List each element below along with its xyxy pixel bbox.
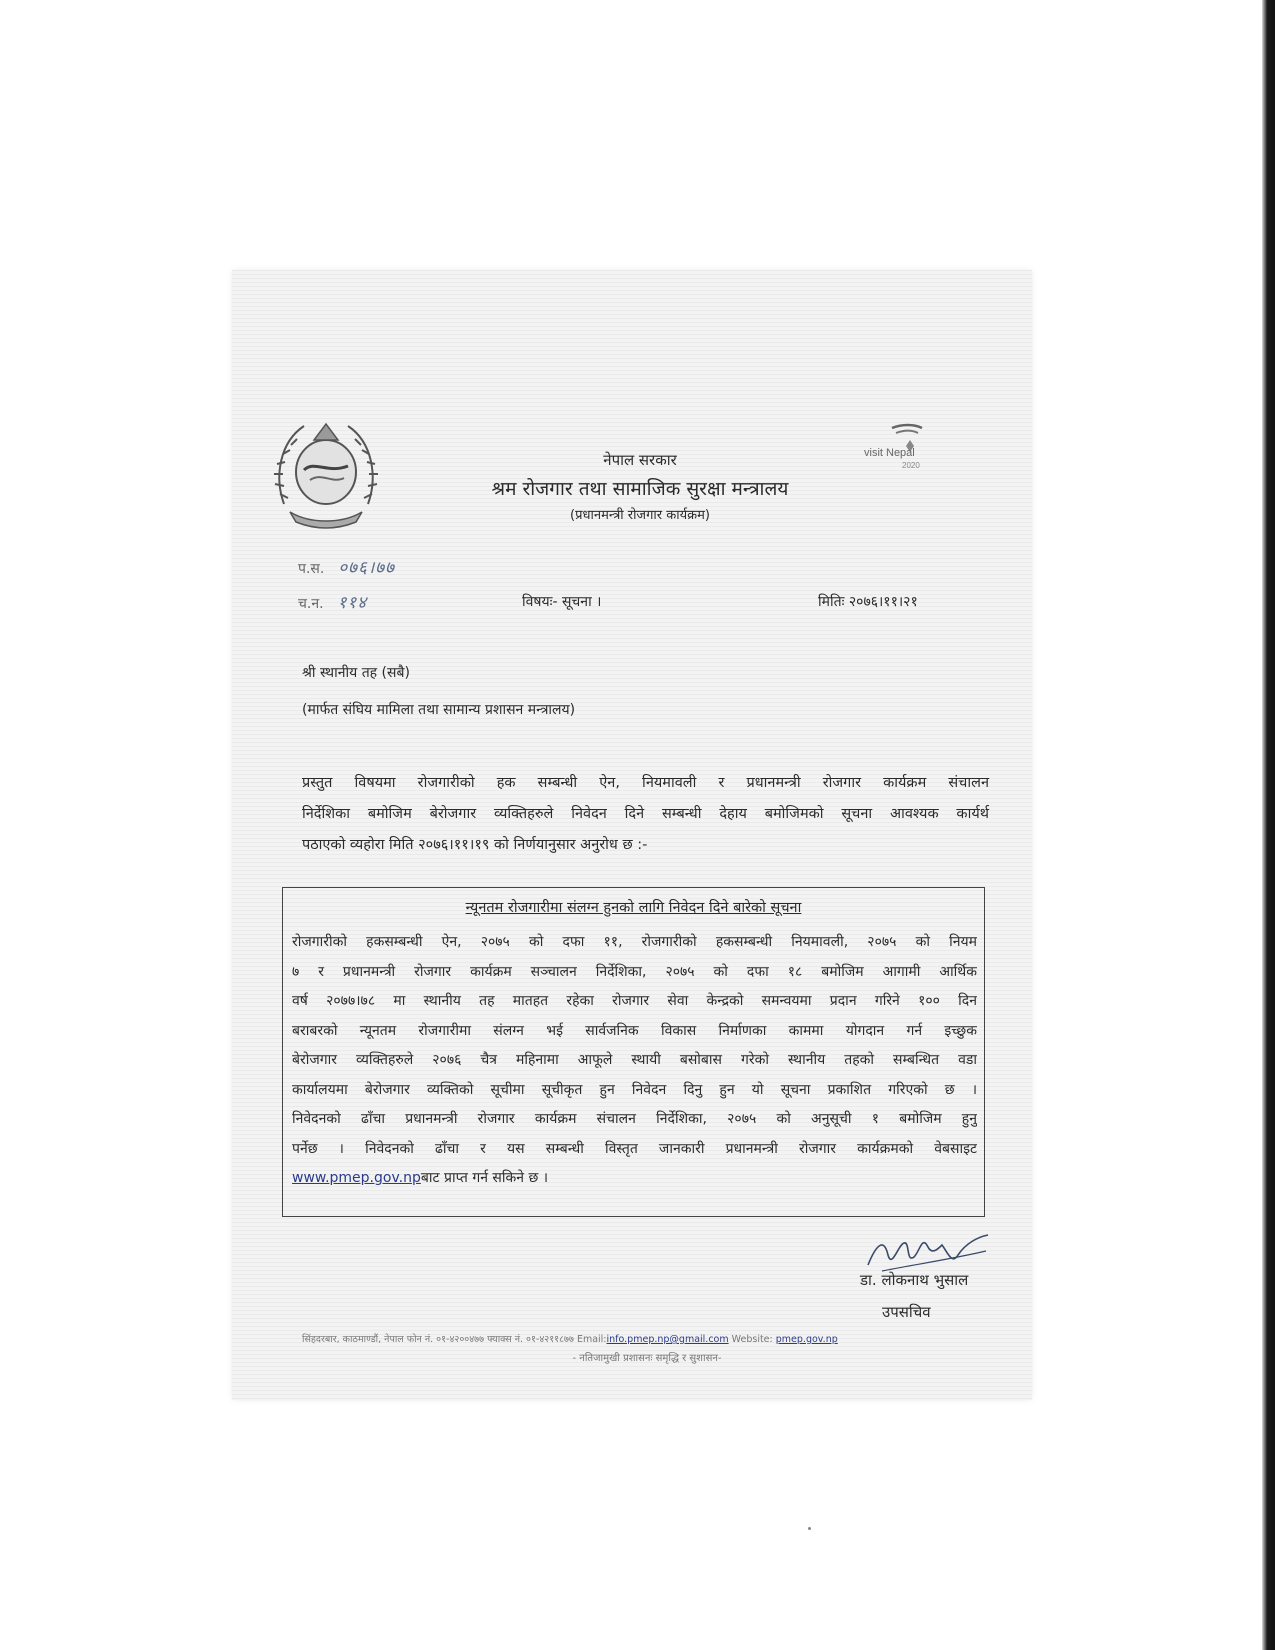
notice-line-4: बराबरको न्यूनतम रोजगारीमा संलग्न भई सार्वजनिक विकास निर्माणका काममा योगदान गर्न इच्छुक [292, 1022, 977, 1039]
visit-nepal-logo [862, 420, 962, 486]
intro-paragraph [302, 768, 989, 861]
signatory-name: डा. लोकनाथ भुसाल [860, 1271, 969, 1289]
patra-label: प.स. [298, 561, 325, 577]
patra-sankhya [298, 555, 395, 578]
recipient-line-2: (मार्फत संघिय मामिला तथा सामान्य प्रशासन मन्त्रालय) [302, 702, 576, 718]
notice-line-9-text: बाट प्राप्त गर्न सकिने छ । [420, 1170, 549, 1186]
visit-nepal-year: 2020 [902, 461, 920, 470]
notice-line-6: कार्यालयमा बेरोजगार व्यक्तिको सूचीमा सूचीकृत हुन निवेदन दिनु हुन यो सूचना प्रकाशित गरिएको छ । [292, 1081, 977, 1098]
footer-website-link[interactable]: pmep.gov.np [775, 1334, 838, 1345]
nepal-emblem-icon [270, 412, 382, 532]
notice-line-9 [292, 1164, 977, 1194]
notice-line-1: रोजगारीको हकसम्बन्धी ऐन, २०७५ को दफा ११, रोजगारीको हकसम्बन्धी नियमावली, २०७५ को नियम [292, 934, 977, 950]
footer-email-link[interactable]: info.pmep.np@gmail.com [606, 1334, 729, 1345]
scan-page-edge [1262, 0, 1275, 1650]
notice-body [292, 928, 977, 1194]
notice-title: न्यूनतम रोजगारीमा संलग्न हुनको लागि निवेदन दिने बारेको सूचना [465, 900, 802, 916]
footer-website-label: Website: [731, 1334, 773, 1345]
chalani-value: ११४ [337, 593, 368, 613]
notice-line-3: वर्ष २०७७।७८ मा स्थानीय तह मातहत रहेका रोजगार सेवा केन्द्रको समन्वयमा प्रदान गरिने १०० दिन [292, 993, 977, 1009]
pmep-website-link[interactable]: www.pmep.gov.np [292, 1170, 421, 1186]
visit-nepal-text: visit Nepal [864, 447, 915, 459]
subject-line: विषयः- सूचना । [522, 594, 602, 610]
notice-line-7: निवेदनको ढाँचा प्रधानमन्त्री रोजगार कार्यक्रम संचालन निर्देशिका, २०७५ को अनुसूची १ बमोजिम हुनु [292, 1111, 977, 1127]
recipient-line-1: श्री स्थानीय तह (सबै) [302, 665, 410, 681]
notice-line-2: ७ र प्रधानमन्त्री रोजगार कार्यक्रम सञ्चालन निर्देशिका, २०७५ को दफा १८ बमोजिम आगामी आर्थिक [292, 963, 977, 980]
chalani-label: च.न. [298, 596, 324, 612]
notice-line-8: पर्नेछ । निवेदनको ढाँचा र यस सम्बन्धी विस्तृत जानकारी प्रधानमन्त्री रोजगार कार्यक्रमको वेबसाइट [292, 1140, 977, 1157]
intro-line-3: पठाएको व्यहोरा मिति २०७६।११।१९ को निर्णयानुसार अनुरोध छ :- [302, 837, 648, 853]
signatory-title: उपसचिव [882, 1303, 931, 1321]
date-line: मितिः २०७६।११।२१ [818, 594, 918, 610]
footer-address: सिंहदरबार, काठमाण्डौं, नेपाल फोन नं. ०१-४२००४७७ फ्याक्स नं. ०१-४२११८७७ [302, 1334, 574, 1345]
footer-contact [302, 1332, 992, 1345]
intro-line-2: निर्देशिका बमोजिम बेरोजगार व्यक्तिहरुले निवेदन दिने सम्बन्धी देहाय बमोजिमको सूचना आवश्यक कार्यर्थ [302, 806, 989, 822]
patra-value: ०७६।७७ [338, 558, 395, 578]
notice-line-5: बेरोजगार व्यक्तिहरुले २०७६ चैत्र महिनामा आफूले स्थायी बसोबास गरेको स्थानीय तहको सम्बन्धित वडा [292, 1052, 977, 1068]
scan-speck [808, 1527, 811, 1530]
ministry-name: श्रम रोजगार तथा सामाजिक सुरक्षा मन्त्रालय [491, 478, 789, 500]
program-name: (प्रधानमन्त्री रोजगार कार्यक्रम) [570, 508, 710, 523]
footer-motto: - नतिजामुखी प्रशासनः समृद्धि र सुशासन- [572, 1353, 722, 1364]
footer-email-label: Email: [576, 1334, 607, 1345]
government-name: नेपाल सरकार [603, 451, 677, 469]
intro-line-1: प्रस्तुत विषयमा रोजगारीको हक सम्बन्धी ऐन, नियमावली र प्रधानमन्त्री रोजगार कार्यक्रम संचालन [302, 775, 989, 791]
chalani-number [298, 590, 367, 613]
